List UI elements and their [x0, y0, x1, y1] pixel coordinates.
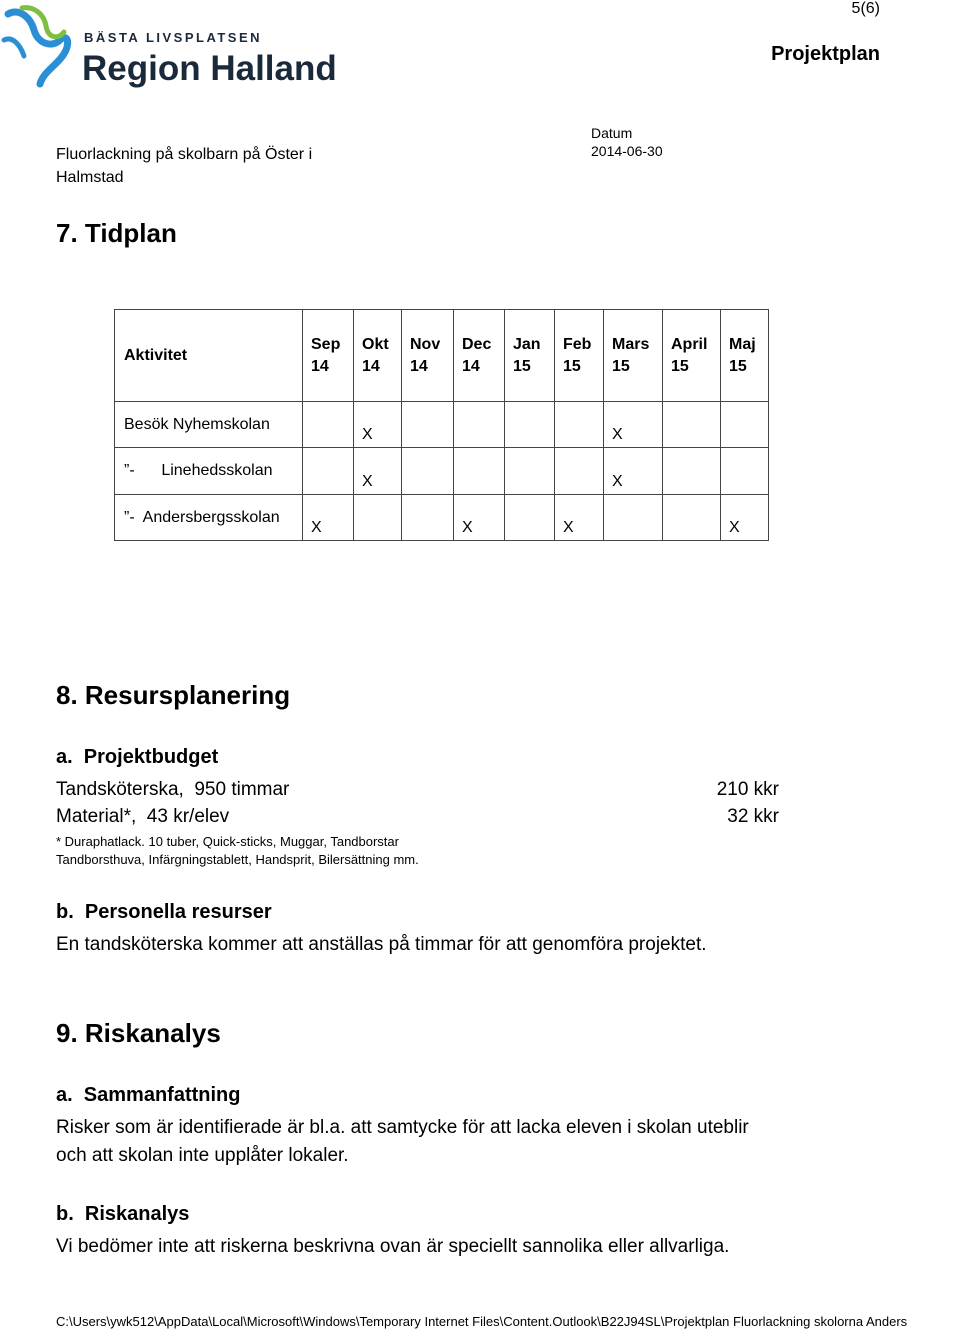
section-heading-tidplan: 7. Tidplan	[56, 218, 177, 248]
month-header: Dec 14	[454, 310, 505, 402]
summary-text: och att skolan inte upplåter lokaler.	[56, 1145, 349, 1166]
footer-file-path: C:\Users\ywk512\AppData\Local\Microsoft\Windows\Temporary Internet Files\Content.Outlook\B22J94SL\Projektplan Fluorlackning skolorna Anders	[56, 1314, 908, 1329]
month-header: Feb 15	[555, 310, 604, 402]
table-row	[115, 402, 769, 448]
month-header: Mars 15	[604, 310, 663, 402]
schedule-cell: X	[604, 448, 663, 495]
risk-text: Vi bedömer inte att riskerna beskrivna ovan är speciellt sannolika eller allvarliga.	[56, 1236, 730, 1257]
month-header: Maj 15	[721, 310, 769, 402]
schedule-cell	[505, 402, 555, 448]
document-type: Projektplan	[771, 43, 880, 65]
subheading-riskanalys: b. Riskanalys	[56, 1203, 190, 1225]
region-halland-logo	[0, 0, 340, 95]
schedule-cell: X	[354, 402, 402, 448]
logo-tagline: BÄSTA LIVSPLATSEN	[84, 30, 263, 45]
schedule-cell: X	[604, 402, 663, 448]
budget-line-staff: Tandsköterska, 950 timmar	[56, 779, 290, 800]
activity-cell: ”- Linehedsskolan	[115, 448, 303, 495]
schedule-cell	[505, 495, 555, 541]
subheading-personella-resurser: b. Personella resurser	[56, 901, 272, 923]
date-value: 2014-06-30	[591, 143, 663, 159]
schedule-cell	[604, 495, 663, 541]
activity-cell: Besök Nyhemskolan	[115, 402, 303, 448]
schedule-cell	[663, 495, 721, 541]
schedule-cell	[721, 402, 769, 448]
tidplan-table	[114, 309, 769, 541]
table-row	[115, 448, 769, 495]
schedule-cell	[402, 402, 454, 448]
section-heading-riskanalys: 9. Riskanalys	[56, 1018, 221, 1048]
date-label: Datum	[591, 125, 633, 141]
subheading-sammanfattning: a. Sammanfattning	[56, 1084, 241, 1106]
budget-note: * Duraphatlack. 10 tuber, Quick-sticks, Muggar, Tandborstar	[56, 834, 399, 849]
month-header: Okt 14	[354, 310, 402, 402]
schedule-cell	[402, 495, 454, 541]
subheading-projektbudget: a. Projektbudget	[56, 746, 219, 768]
page-number: 5(6)	[851, 0, 880, 17]
schedule-cell	[555, 448, 604, 495]
project-title: Fluorlackning på skolbarn på Öster i Halmstad	[56, 146, 313, 186]
schedule-cell	[663, 402, 721, 448]
schedule-cell: X	[303, 495, 354, 541]
schedule-cell	[454, 402, 505, 448]
budget-line-material: Material*, 43 kr/elev	[56, 806, 230, 827]
table-header-row	[115, 310, 769, 402]
schedule-cell: X	[454, 495, 505, 541]
schedule-cell: X	[555, 495, 604, 541]
month-header: April 15	[663, 310, 721, 402]
activity-cell: ”- Andersbergsskolan	[115, 495, 303, 541]
budget-amount-staff: 210 kkr	[716, 779, 779, 800]
schedule-cell	[402, 448, 454, 495]
table-row	[115, 495, 769, 541]
schedule-cell	[721, 448, 769, 495]
schedule-cell	[555, 402, 604, 448]
schedule-cell	[354, 495, 402, 541]
section-heading-resursplanering: 8. Resursplanering	[56, 680, 291, 710]
schedule-cell	[663, 448, 721, 495]
schedule-cell	[454, 448, 505, 495]
budget-note: Tandborsthuva, Infärgningstablett, Handsprit, Bilersättning mm.	[56, 852, 419, 867]
month-header: Nov 14	[402, 310, 454, 402]
logo-mark-icon	[0, 0, 340, 95]
month-header: Sep 14	[303, 310, 354, 402]
personnel-text: En tandsköterska kommer att anställas på timmar för att genomföra projektet.	[56, 934, 707, 955]
budget-amount-material: 32 kkr	[727, 806, 779, 827]
month-header: Jan 15	[505, 310, 555, 402]
schedule-cell: X	[721, 495, 769, 541]
schedule-cell	[303, 402, 354, 448]
schedule-cell: X	[354, 448, 402, 495]
schedule-cell	[303, 448, 354, 495]
logo-name: Region Halland	[82, 49, 337, 88]
schedule-cell	[505, 448, 555, 495]
activity-header: Aktivitet	[115, 310, 303, 402]
summary-text: Risker som är identifierade är bl.a. att samtycke för att lacka eleven i skolan uteblir	[56, 1117, 749, 1138]
